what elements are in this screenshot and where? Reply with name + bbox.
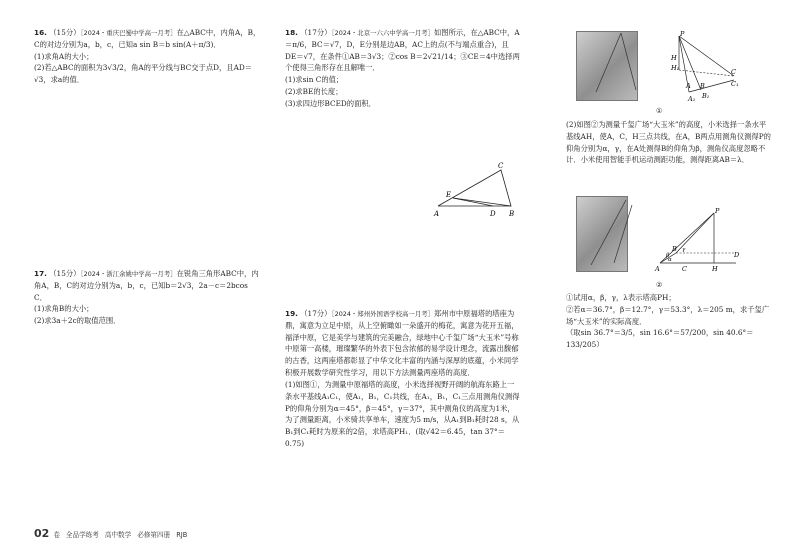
- question-part-1: (1)求角A的大小；: [34, 51, 94, 61]
- question-subpart-2: ②若α＝36.7°，β＝12.7°，γ＝53.3°，λ＝205 m，求千玺广场“大玉米”的实际高度．: [566, 304, 770, 326]
- question-19-part-2-subparts: [566, 292, 771, 351]
- question-number: 16.: [34, 28, 47, 37]
- question-stem-text: 如图所示，在△ABC中，A＝π/6，BC＝√7，D，E分别是边AB，AC上的点(不与端点重合)，且DE＝√7，在条件①AB＝3√3；②cos B＝2√21/14；③CE＝4中选择两个使得三角形存在且解唯一．: [285, 28, 520, 73]
- figure-2-label: C: [682, 265, 687, 273]
- tower-line: [591, 200, 626, 265]
- figure-1-label: H₁: [671, 64, 680, 72]
- footer-edition: RJB: [176, 531, 188, 539]
- question-number: 17.: [34, 269, 47, 278]
- question-part-2: (2)若△ABC的面积为3√3/2，角A的平分线与BC交于点D，且AD＝√3，求a的值．: [34, 63, 252, 85]
- footer-book: 必修第四册: [137, 531, 171, 539]
- base-line: [679, 70, 734, 76]
- page-number: 02: [34, 527, 50, 540]
- point-label-b: B: [509, 210, 515, 218]
- base-line: [689, 80, 734, 92]
- figure-1-label: B₁: [702, 92, 710, 100]
- footer-series: 全品学练考: [65, 531, 99, 539]
- point-label-d: D: [490, 210, 496, 218]
- question-part-2: (2)求3a＋2c的取值范围．: [34, 316, 121, 326]
- question-stem-text: 在△ABC中，内角A，B，C的对边分别为a，b，c，已知a sin B＝b sin(A＋π/3)．: [34, 28, 261, 49]
- figure-1-label: A₁: [688, 95, 696, 103]
- question-16-stem: [34, 27, 262, 51]
- footer-subject: 高中数学: [104, 531, 132, 539]
- figure-2-label: H: [712, 265, 718, 273]
- tower-line: [614, 205, 632, 263]
- tower-line: [596, 33, 621, 92]
- question-16: [34, 27, 262, 86]
- triangle-figure: [433, 160, 523, 222]
- figure-2-label: D: [734, 251, 740, 259]
- question-number: 18.: [285, 28, 298, 37]
- figure-2-label: α: [668, 257, 672, 263]
- question-score: （17分）: [300, 309, 332, 318]
- question-part-2: (2)求BE的长度；: [285, 87, 343, 97]
- figure-1-label: P: [680, 30, 685, 38]
- segment-be: [453, 198, 511, 206]
- question-source-tag: ［2024・浙江余姚中学高一月考］: [80, 270, 177, 278]
- question-part-1: (1)求角B的大小；: [34, 304, 94, 314]
- question-subpart-1: ①试用α，β，γ，λ表示塔高PH；: [566, 293, 676, 302]
- question-19-part-2: [566, 119, 771, 166]
- question-hint: （取sin 36.7°＝3/5，sin 16.6°＝57/200，sin 40.6°＝133/205）: [566, 328, 754, 350]
- question-score: （15分）: [49, 269, 81, 278]
- question-18-stem: [285, 27, 520, 74]
- figure-2-label: γ: [682, 247, 686, 253]
- tower-figure-1: [576, 30, 741, 105]
- figure-2-label: P: [715, 207, 720, 215]
- figure-1-label: H: [671, 54, 677, 62]
- footer-unit: 卷: [53, 531, 60, 539]
- figure-1-label: C₁: [731, 80, 739, 88]
- question-18: [285, 27, 520, 110]
- question-number: 19.: [285, 309, 298, 318]
- question-score: （17分）: [300, 28, 332, 37]
- question-source-tag: ［2024・重庆巴蜀中学高一月考］: [80, 29, 177, 37]
- point-label-e: E: [446, 191, 452, 199]
- page-footer: [34, 527, 193, 540]
- figure-2-caption: ②: [656, 281, 663, 289]
- question-stem-text: 在锐角三角形ABC中，内角A，B，C的对边分别为a，b，c，已知b＝2√3，2a－c＝2bcos C．: [34, 269, 259, 302]
- figure-2-label: A: [655, 265, 660, 273]
- question-source-tag: ［2024・郑州外国语学校高一月考］: [331, 310, 434, 318]
- question-19-stem: [285, 308, 520, 379]
- figure-2-label: B: [672, 245, 677, 253]
- question-19: [285, 308, 520, 450]
- question-part-3: (3)求四边形BCED的面积．: [285, 98, 376, 108]
- question-source-tag: ［2024・北京一六六中学高一月考］: [331, 29, 434, 37]
- figure-1-caption: ①: [656, 107, 663, 115]
- figure-2-label: β: [666, 253, 670, 259]
- question-stem-text: 郑州市中原福塔的塔座为鼎，寓意为立足中原，从上空俯瞰如一朵盛开的梅花，寓意为花开五福，福泽中原，它是美学与建筑的完美融合，绿地中心千玺广场“大玉米”号称中原第一高楼，璀璨繁华的外表下包含浓郁的易学设计理念，流露出馥郁的古香，这两座塔都彰显了中华文化丰富的内涵与深厚的底蕴，小米同学积极开展数学研究性学习，用以下方法测量两座塔的高度．: [285, 309, 519, 378]
- point-label-a: A: [434, 210, 440, 218]
- question-part-2: (2)如图②为测量千玺广场“大玉米”的高度，小米选择一条水平基线AH，使A，C，H三点共线，在A，B两点用测角仪测得P的仰角分别为α，γ，在A处测得B的仰角为β，测角仪高度忽略不计．小米使用智能手机运动测距功能，测得距离AB＝λ．: [566, 120, 771, 165]
- figure-1-label: A: [686, 82, 691, 90]
- question-part-1: (1)如图①，为测量中原福塔的高度，小米选择视野开阔的航海东路上一条水平基线A₁C₁，使A₁，B₁，C₁共线，在A₁，B₁，C₁三点用测角仪测得P的仰角分别为α＝45°，β＝45°，γ＝37°，其中测角仪的高度为1米，为了测量距离，小米骑共享单车，速度为5 m/s，从A₁到B₁耗时28 s，从B₁到C₁耗时为原来的2倍，求塔高PH₁．(取√42＝6.45，tan 37°＝0.75): [285, 379, 520, 448]
- point-label-c: C: [498, 162, 504, 170]
- figure-1-label: C: [731, 68, 736, 76]
- question-score: （15分）: [49, 28, 81, 37]
- figure-1-label: B: [700, 82, 705, 90]
- tower-line: [621, 33, 636, 90]
- question-part-1: (1)求sin C的值；: [285, 75, 344, 85]
- tower-figure-2: [576, 195, 741, 277]
- question-17: [34, 268, 262, 327]
- question-17-stem: [34, 268, 262, 303]
